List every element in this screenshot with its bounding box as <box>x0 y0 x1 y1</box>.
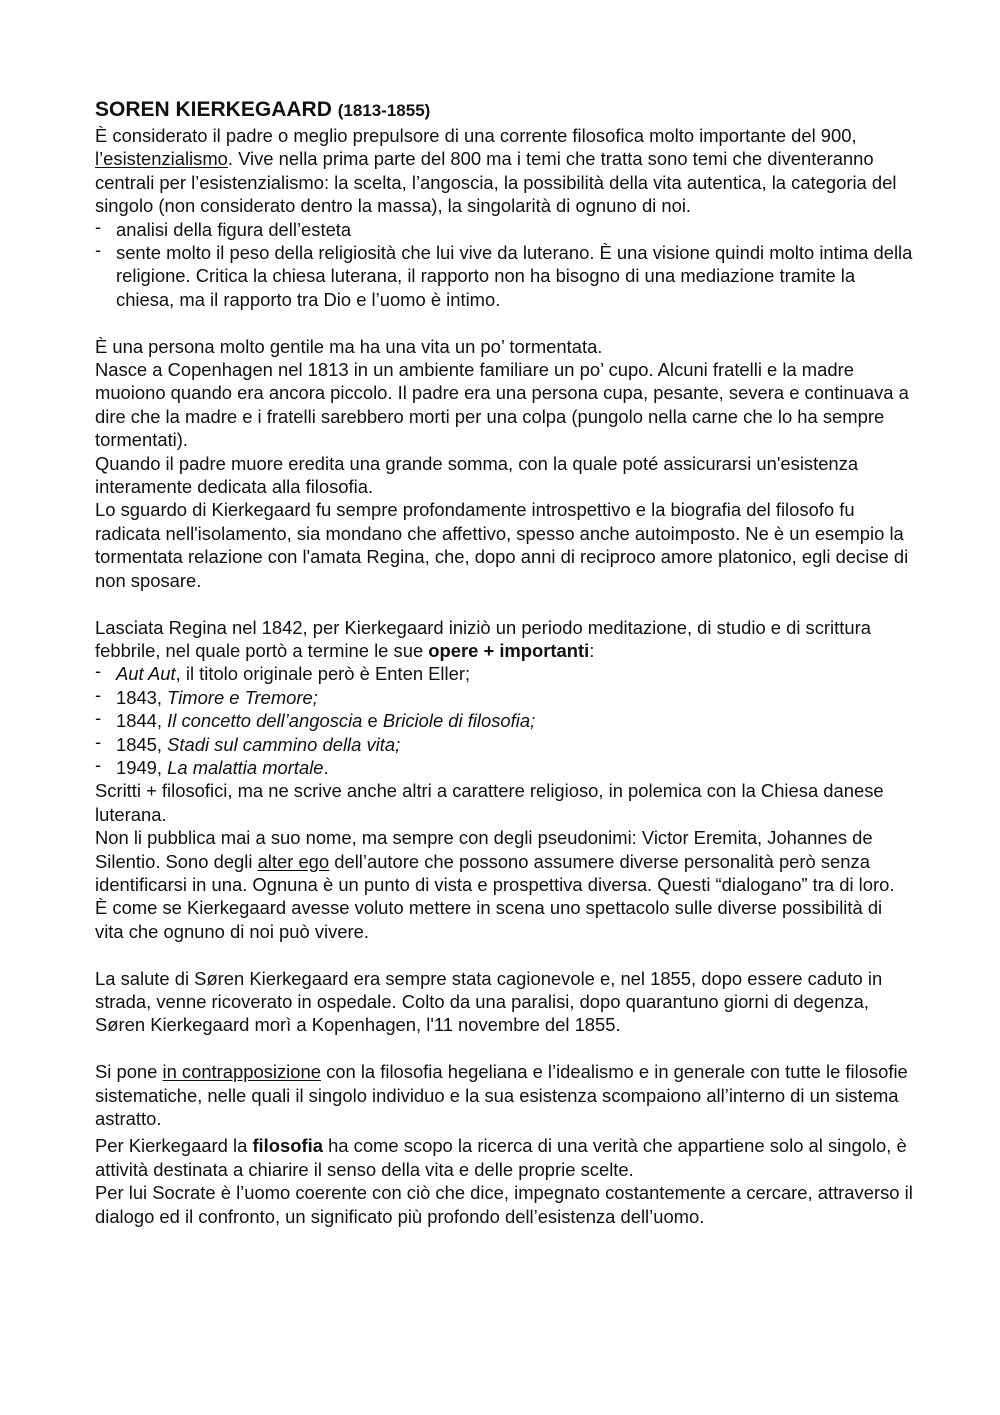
works-intro-text: Lasciata Regina nel 1842, per Kierkegaard iniziò un periodo meditazione, di studio e di scrittura febbrile, nel quale portò a termine le sue <box>95 616 871 661</box>
dash-bullet: - <box>95 730 102 752</box>
work-title: Stadi sul cammino della vita; <box>167 733 401 755</box>
contrapposizione-underlined: in contrapposizione <box>162 1061 321 1083</box>
work-conjunction: e <box>362 710 383 732</box>
list-item <box>95 683 915 709</box>
works-intro-bold: opere + importanti <box>428 639 590 661</box>
list-item-text: analisi della figura dell’esteta <box>116 218 352 240</box>
themes-list <box>95 215 915 312</box>
philosophy-text-2: con la filosofia hegeliana e l’idealismo e in generale con tutte le filosofie sistematiche, nelle quali il singolo individuo e la sua esistenza scompaiono all’interno di un sistema astratto. <box>95 1061 908 1129</box>
bio-paragraph-2: Nasce a Copenhagen nel 1813 in un ambiente familiare un po’ cupo. Alcuni fratelli e la madre muoiono quando era ancora piccolo. Il padre era una persona cupa, pesante, severa e continuava a dire che la madre e i fratelli sarebbero morti per una colpa (pungolo nella carne che lo ha sempre tormentati). <box>95 359 909 451</box>
dash-bullet: - <box>95 683 102 705</box>
spacer <box>95 592 915 615</box>
work-title: Aut Aut <box>116 663 176 685</box>
page-title <box>95 97 915 124</box>
work-title: Timore e Tremore; <box>167 686 318 708</box>
list-item <box>95 730 915 756</box>
list-item <box>95 709 915 732</box>
list-item <box>95 662 915 685</box>
intro-text-1: È considerato il padre o meglio prepulsore di una corrente filosofica molto importante del 900, <box>95 125 857 146</box>
list-item <box>95 241 915 311</box>
dash-bullet: - <box>95 239 102 261</box>
work-year: 1844, <box>116 710 168 732</box>
dash-bullet: - <box>95 215 102 237</box>
pseudonyms-text-1: Non li pubblica mai a suo nome, ma sempre con degli pseudonimi: Victor Eremita, Johannes de Silentio. Sono degli <box>95 827 873 872</box>
bio-paragraph-4: Lo sguardo di Kierkegaard fu sempre profondamente introspettivo e la biografia del filosofo fu radicata nell'isolamento, sia mondano che affettivo, spesso anche autoimposto. Ne è un esempio la tormentata relazione con l'amata Regina, che, dopo anni di reciproco amore platonico, egli decise di non sposare. <box>95 499 909 591</box>
work-note: . <box>323 756 329 778</box>
dash-bullet: - <box>95 707 102 729</box>
alter-ego-underlined: alter ego <box>257 850 330 872</box>
philosophy-paragraph-1 <box>95 1060 915 1130</box>
philosophy-paragraph-3: Per lui Socrate è l’uomo coerente con ciò che dice, impegnato costantemente a cercare, attraverso il dialogo ed il confronto, un significato più profondo dell’esistenza dell’uomo. <box>95 1182 913 1227</box>
dash-bullet: - <box>95 753 102 775</box>
intro-paragraph <box>95 124 915 218</box>
work-year: 1843, <box>116 686 168 708</box>
work-title-2: Briciole di filosofia; <box>382 710 536 732</box>
spacer <box>95 311 915 334</box>
spacer <box>95 943 915 966</box>
title-name: SOREN KIERKEGAARD <box>95 98 332 121</box>
existentialism-underlined: l’esistenzialismo <box>95 148 228 170</box>
philosophy-paragraph-2 <box>95 1134 915 1181</box>
work-title: Il concetto dell’angoscia <box>167 710 363 732</box>
intro-text-2: . Vive nella prima parte del 800 ma i temi che tratta sono temi che diventeranno centrali per l’esistenzialismo: la scelta, l’angoscia, la possibilità della vita autentica, la categoria del singolo (non considerato dentro la massa), la singolarità di ognuno di noi. <box>95 148 897 217</box>
list-item <box>95 753 915 779</box>
work-year: 1845, <box>116 733 168 755</box>
philosophy-text-3: Per Kierkegaard la <box>95 1135 253 1157</box>
works-intro <box>95 616 915 663</box>
death-paragraph: La salute di Søren Kierkegaard era sempre stata cagionevole e, nel 1855, dopo essere caduto in strada, venne ricoverato in ospedale. Colto da una paralisi, dopo quarantuno giorni di degenza, Søren Kierkegaard morì a Kopenhagen, l'11 novembre del 1855. <box>95 967 883 1036</box>
bio-paragraph-1: È una persona molto gentile ma ha una vita un po’ tormentata. <box>95 335 603 357</box>
work-year: 1949, <box>116 756 168 778</box>
philosophy-text-1: Si pone <box>95 1061 163 1083</box>
list-item <box>95 215 915 241</box>
dash-bullet: - <box>95 660 102 682</box>
work-note: , il titolo originale però è Enten Eller; <box>175 663 471 685</box>
document-body <box>95 97 915 1228</box>
works-paragraph-1: Scritti + filosofici, ma ne scrive anche altri a carattere religioso, in polemica con la Chiesa danese luterana. <box>95 780 884 825</box>
works-intro-colon: : <box>589 639 595 661</box>
pseudonyms-text-2: dell’autore che possono assumere diverse personalità però senza identificarsi in una. Ognuna è un punto di vista e prospettiva diversa. Questi “dialogano” tra di loro. <box>95 850 895 895</box>
list-item-text: sente molto il peso della religiosità che lui vive da luterano. È una visione quindi molto intima della religione. Critica la chiesa luterana, il rapporto non ha bisogno di una mediazione tramite la chiesa, ma il rapporto tra Dio e l’uomo è intimo. <box>116 242 913 310</box>
spacer <box>95 1037 915 1060</box>
works-paragraph-2 <box>95 826 915 896</box>
works-list <box>95 662 915 779</box>
works-paragraph-3: È come se Kierkegaard avesse voluto mettere in scena uno spettacolo sulle diverse possibilità di vita che ognuno di noi può vivere. <box>95 897 883 942</box>
filosofia-bold: filosofia <box>252 1135 323 1157</box>
work-title: La malattia mortale <box>167 756 324 778</box>
bio-paragraph-3: Quando il padre muore eredita una grande somma, con la quale poté assicurarsi un'esistenza interamente dedicata alla filosofia. <box>95 452 859 498</box>
title-years: (1813-1855) <box>337 101 431 120</box>
philosophy-text-4: ha come scopo la ricerca di una verità che appartiene solo al singolo, è attività destinata a chiarire il senso della vita e delle proprie scelte. <box>95 1135 907 1180</box>
